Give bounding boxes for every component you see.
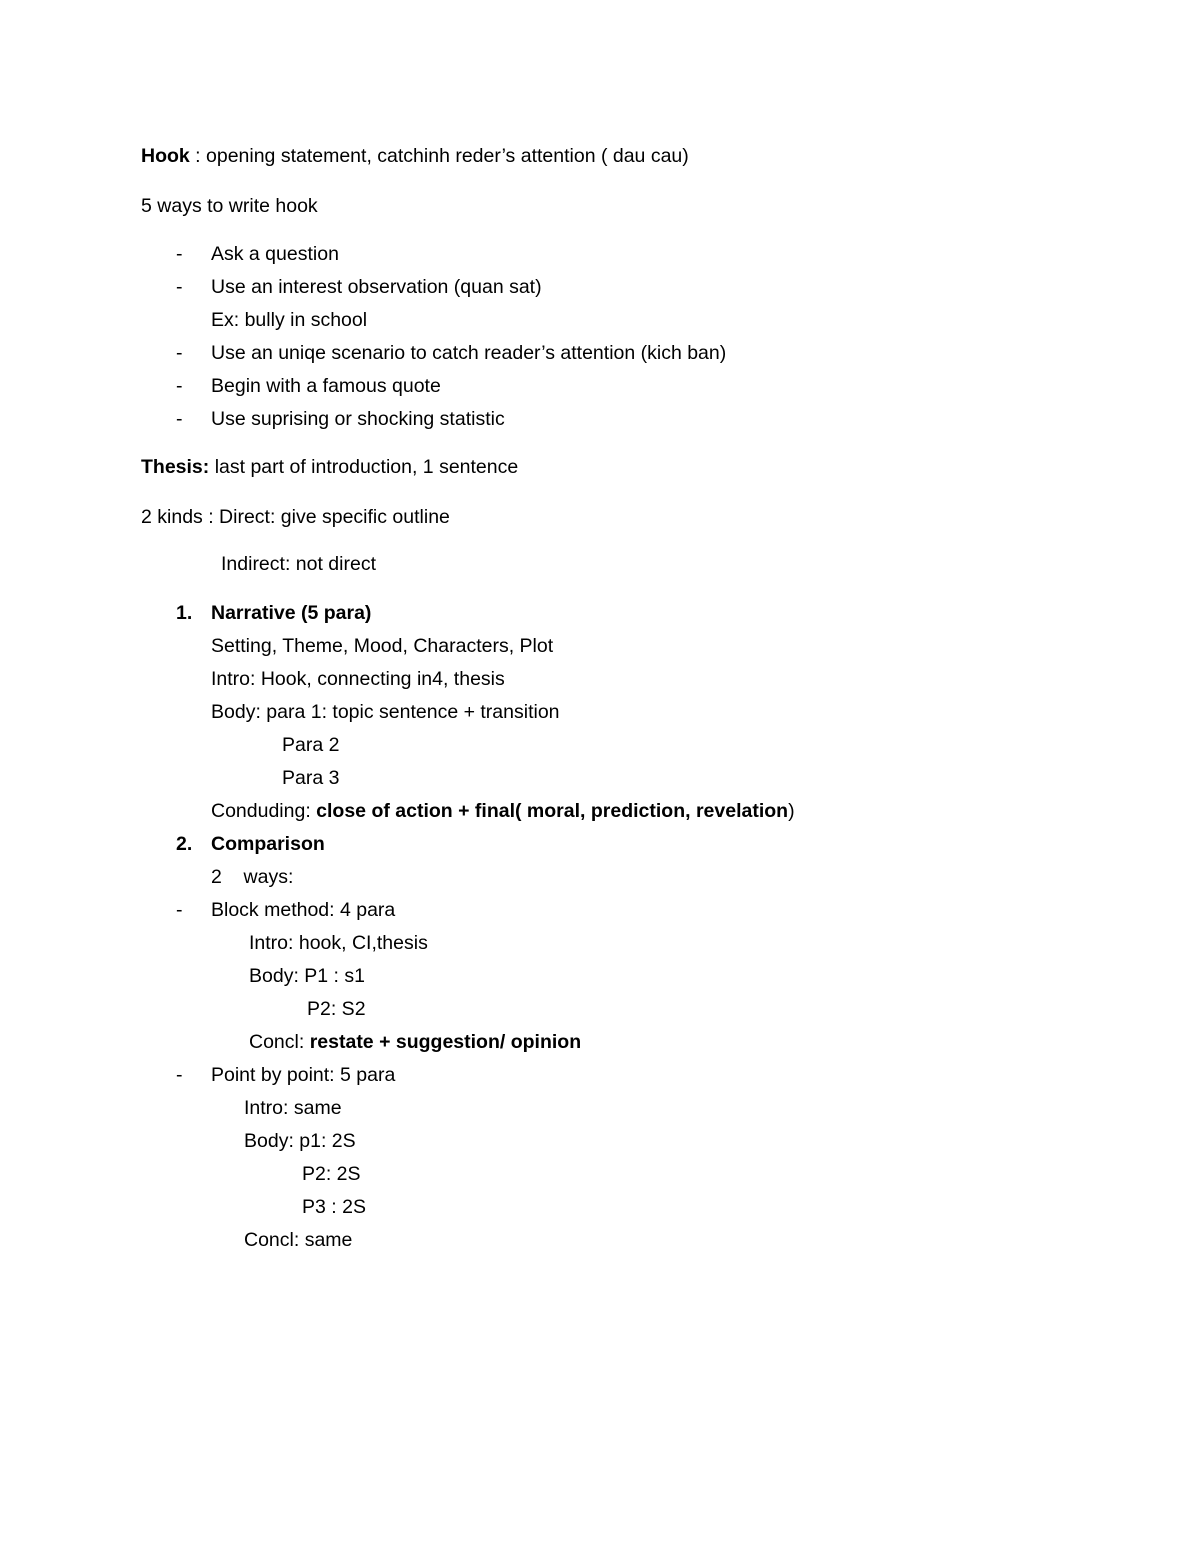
ways-heading: 5 ways to write hook xyxy=(141,195,318,217)
section-title xyxy=(211,601,371,625)
thesis-line xyxy=(141,455,518,479)
narrative-para3: Para 3 xyxy=(282,767,340,789)
number: 1. xyxy=(176,602,193,624)
label: Conduding: xyxy=(211,800,311,822)
bullet: - xyxy=(176,899,183,921)
point-conclusion: Concl: same xyxy=(244,1229,353,1251)
point-intro: Intro: same xyxy=(244,1097,342,1119)
point-p3: P3 : 2S xyxy=(302,1196,366,1218)
narrative-para2: Para 2 xyxy=(282,734,340,756)
hook-label: Hook xyxy=(141,145,190,167)
point-method-title: Point by point: 5 para xyxy=(211,1064,396,1086)
text: close of action + final( moral, prediction, revelation xyxy=(310,800,789,822)
bullet: - xyxy=(176,243,183,265)
label: Concl: xyxy=(249,1031,305,1053)
narrative-elements: Setting, Theme, Mood, Characters, Plot xyxy=(211,635,554,657)
list-item: Use an uniqe scenario to catch reader’s attention (kich ban) xyxy=(211,342,727,364)
block-intro: Intro: hook, CI,thesis xyxy=(249,932,428,954)
thesis-text: last part of introduction, 1 sentence xyxy=(209,456,519,478)
narrative-body: Body: para 1: topic sentence + transition xyxy=(211,701,560,723)
number: 2. xyxy=(176,833,193,855)
section-number xyxy=(176,601,192,625)
list-item: Ex: bully in school xyxy=(211,309,368,331)
section-number xyxy=(176,832,192,856)
kinds-line: 2 kinds : Direct: give specific outline xyxy=(141,506,450,528)
list-item: Use an interest observation (quan sat) xyxy=(211,276,542,298)
point-p2: P2: 2S xyxy=(302,1163,361,1185)
title: Narrative (5 para) xyxy=(211,602,372,624)
thesis-label: Thesis: xyxy=(141,456,210,478)
comparison-ways: 2 ways: xyxy=(211,866,294,888)
hook-text: : opening statement, catchinh reder’s attention ( dau cau) xyxy=(189,145,689,167)
block-conclusion xyxy=(249,1030,581,1054)
list-item: Ask a question xyxy=(211,243,339,265)
block-body: Body: P1 : s1 xyxy=(249,965,365,987)
section-title xyxy=(211,832,325,856)
block-method-title: Block method: 4 para xyxy=(211,899,396,921)
kinds-line-2: Indirect: not direct xyxy=(221,553,376,575)
narrative-intro: Intro: Hook, connecting in4, thesis xyxy=(211,668,505,690)
list-item: Begin with a famous quote xyxy=(211,375,441,397)
title: Comparison xyxy=(211,833,325,855)
bullet: - xyxy=(176,342,183,364)
close-paren: ) xyxy=(788,800,795,822)
text: restate + suggestion/ opinion xyxy=(304,1031,582,1053)
bullet: - xyxy=(176,375,183,397)
narrative-conclusion xyxy=(211,799,795,823)
block-p2: P2: S2 xyxy=(307,998,366,1020)
bullet: - xyxy=(176,408,183,430)
bullet: - xyxy=(176,1064,183,1086)
bullet: - xyxy=(176,276,183,298)
point-body: Body: p1: 2S xyxy=(244,1130,356,1152)
list-item: Use suprising or shocking statistic xyxy=(211,408,505,430)
hook-line xyxy=(141,144,689,168)
